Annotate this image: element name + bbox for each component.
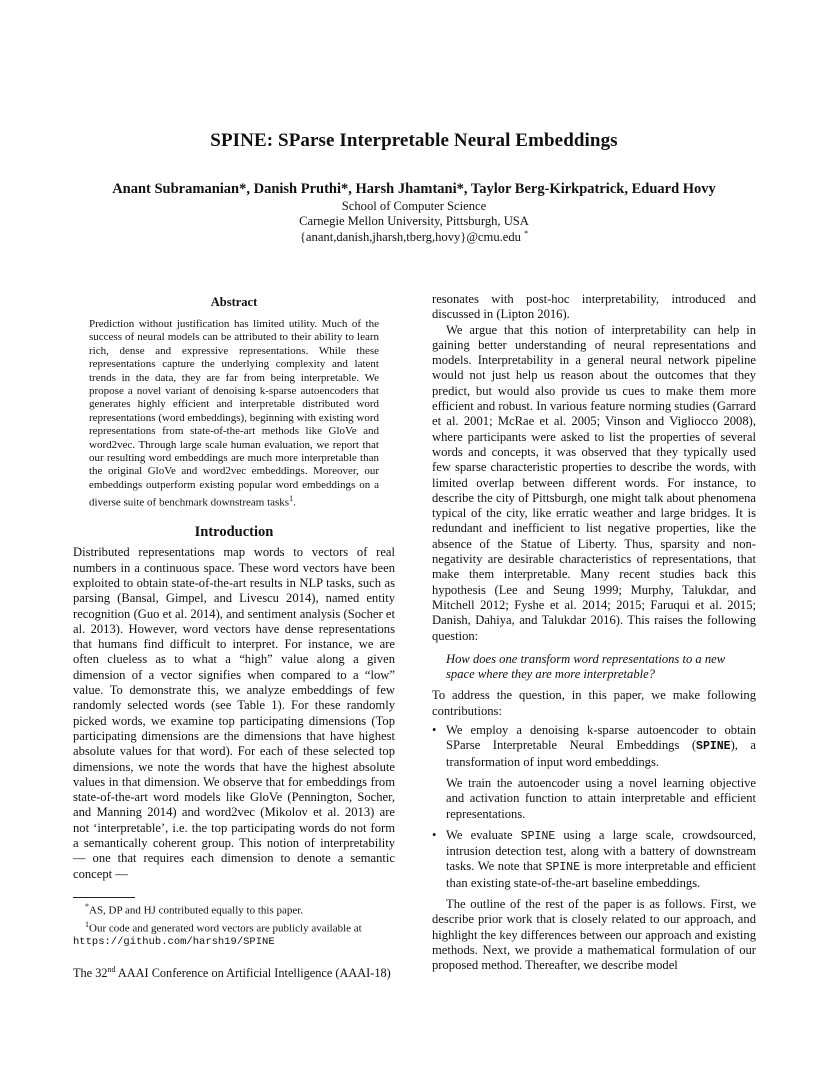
affiliation-school: School of Computer Science xyxy=(341,199,487,213)
conference-footer xyxy=(73,965,391,981)
conference-ordinal: nd xyxy=(107,965,116,974)
conference-prefix: The 32 xyxy=(73,966,108,981)
footnote-star-text: AS, DP and HJ contributed equally to this paper. xyxy=(89,904,304,917)
bullet-icon: • xyxy=(432,723,437,738)
contribution-1-part-b: ), a transformation of input word embeddings. xyxy=(446,738,756,769)
footnotes xyxy=(73,900,395,949)
introduction-heading: Introduction xyxy=(194,524,274,541)
contribution-2-part-c: is more interpretable and efficient than existing state-of-the-art baseline embeddings. xyxy=(446,859,756,890)
research-question: How does one transform word representations to a new space where they are more interpretable? xyxy=(446,651,726,682)
footnote-equal-contribution xyxy=(73,900,395,918)
footnote-divider xyxy=(73,897,135,898)
right-column xyxy=(432,292,756,973)
left-column xyxy=(73,295,395,882)
footnote-star-mark: * xyxy=(85,902,89,911)
contributions-list xyxy=(432,723,756,891)
affiliation-university: Carnegie Mellon University, Pittsburgh, USA xyxy=(299,214,529,228)
spine-code: SPINE xyxy=(520,829,556,843)
abstract-heading: Abstract xyxy=(210,295,258,309)
email-footnote-mark: * xyxy=(524,229,529,238)
contribution-1-detail: We train the autoencoder using a novel learning objective and activation function to attain interpretable and efficient representations. xyxy=(446,775,756,821)
author-emails xyxy=(0,229,828,245)
list-item xyxy=(432,723,756,822)
conference-name: AAAI Conference on Artificial Intelligence (AAAI-18) xyxy=(115,966,391,981)
abstract-footnote-mark: 1 xyxy=(289,494,294,504)
footnote-url-line xyxy=(73,935,395,949)
abstract-end: . xyxy=(293,496,296,509)
abstract-text xyxy=(89,318,379,510)
contribution-2-part-a: We evaluate xyxy=(446,827,521,842)
contribution-2-part-b: using a large scale, crowdsourced, intrusion detection test, along with a battery of downstream tasks. We note that xyxy=(446,827,756,874)
email-text: {anant,danish,jharsh,tberg,hovy}@cmu.edu xyxy=(299,230,521,245)
contribution-1-part-a: We employ a denoising k-sparse autoencoder to obtain SParse Interpretable Neural Embeddings ( xyxy=(446,723,756,753)
bullet-icon: • xyxy=(432,827,437,842)
paper-title: SPINE: SParse Interpretable Neural Embeddings xyxy=(210,130,618,151)
outline-paragraph: The outline of the rest of the paper is as follows. First, we describe prior work that is closely related to our approach, and highlight the key differences between our approach and existing methods. Next, we provide a mathematical formulation of our proposed method. Thereafter, we describe model xyxy=(432,896,756,973)
footnote-1-mark: 1 xyxy=(85,919,89,929)
contributions-intro: To address the question, in this paper, we make following contributions: xyxy=(432,688,756,718)
list-item xyxy=(432,828,756,891)
code-url-link[interactable]: https://github.com/harsh19/SPINE xyxy=(73,936,275,949)
footnote-1-text: Our code and generated word vectors are publicly available at xyxy=(89,922,362,935)
introduction-paragraph: Distributed representations map words to vectors of real numbers in a continuous space. These word vectors have been exploited to obtain state-of-the-art results in NLP tasks, such as parsing (Bansal, Gimpel, and Livescu 2014), named entity recognition (Guo et al. 2014), and sentiment analysis (Socher et al. 2013). However, word vectors have dense representations that humans find difficult to interpret. For instance, we are often clueless as to what a “high” value along a given dimension of a vector signifies when compared to a “low” value. To demonstrate this, we analyze embeddings of few randomly selected words (see Table 1). For these randomly picked words, we examine top participating dimensions (Top participating dimensions are the dimensions that have highest absolute values for that word). For each of these selected top dimensions, we note the words that have the highest absolute values in that dimension. We observe that for embeddings from state-of-the-art word models like GloVe (Pennington, Socher, and Manning 2014) and word2vec (Mikolov et al. 2013) are not ‘interpretable’, i.e. the top participating words do not form a semantically coherent group. This notion of interpretability — one that requires each dimension to denote a semantic concept — xyxy=(73,545,395,881)
author-list: Anant Subramanian*, Danish Pruthi*, Harsh Jhamtani*, Taylor Berg-Kirkpatrick, Eduard Hovy xyxy=(112,181,716,197)
contribution-2-text xyxy=(446,828,756,891)
right-paragraph-1: We argue that this notion of interpretability can help in gaining better understanding of neural representations and models. Interpretability in a general neural network pipeline would not just help us reason about the outcomes that they predict, but would also provide us cues to make them more efficient and robust. In various feature norming studies (Garrard et al. 2001; McRae et al. 2005; Vinson and Vigliocco 2008), where participants were asked to list the properties of several words and concepts, it was observed that they typically used few sparse characteristic properties to describe the words, with limited overlap between different words. For instance, to describe the city of Pittsburgh, one might talk about phenomena typical of the city, like erratic weather and large bridges. It is redundant and inefficient to list negative properties, like the absence of the Statue of Liberty. Thus, sparsity and non-negativity are desirable characteristics of representations, that make them interpretable. Many recent studies back this hypothesis (Lee and Seung 1999; Murphy, Talukdar, and Mitchell 2012; Fyshe et al. 2014; 2015; Faruqui et al. 2015; Danish, Dahiya, and Talukdar 2016). This raises the following question: xyxy=(432,322,756,643)
spine-code: SPINE xyxy=(696,740,731,754)
contribution-1-text xyxy=(446,723,756,770)
right-paragraph-0: resonates with post-hoc interpretability, introduced and discussed in (Lipton 2016). xyxy=(432,292,756,322)
abstract-body: Prediction without justification has limited utility. Much of the success of neural models can be attributed to their ability to learn rich, dense and expressive representations. While these representations capture the underlying complexity and latent trends in the data, they are far from being interpretable. We propose a novel variant of denoising k-sparse autoencoders that generates highly efficient and interpretable distributed word representations (word embeddings), beginning with existing word representations from state-of-the-art methods like GloVe and word2vec. Through large scale human evaluation, we report that our resulting word embeddings are much more interpretable than the original GloVe and word2vec embeddings. Moreover, our embeddings outperform existing popular word embeddings on a diverse suite of benchmark downstream tasks xyxy=(89,318,379,509)
footnote-code xyxy=(73,918,395,936)
spine-code: SPINE xyxy=(545,861,581,875)
